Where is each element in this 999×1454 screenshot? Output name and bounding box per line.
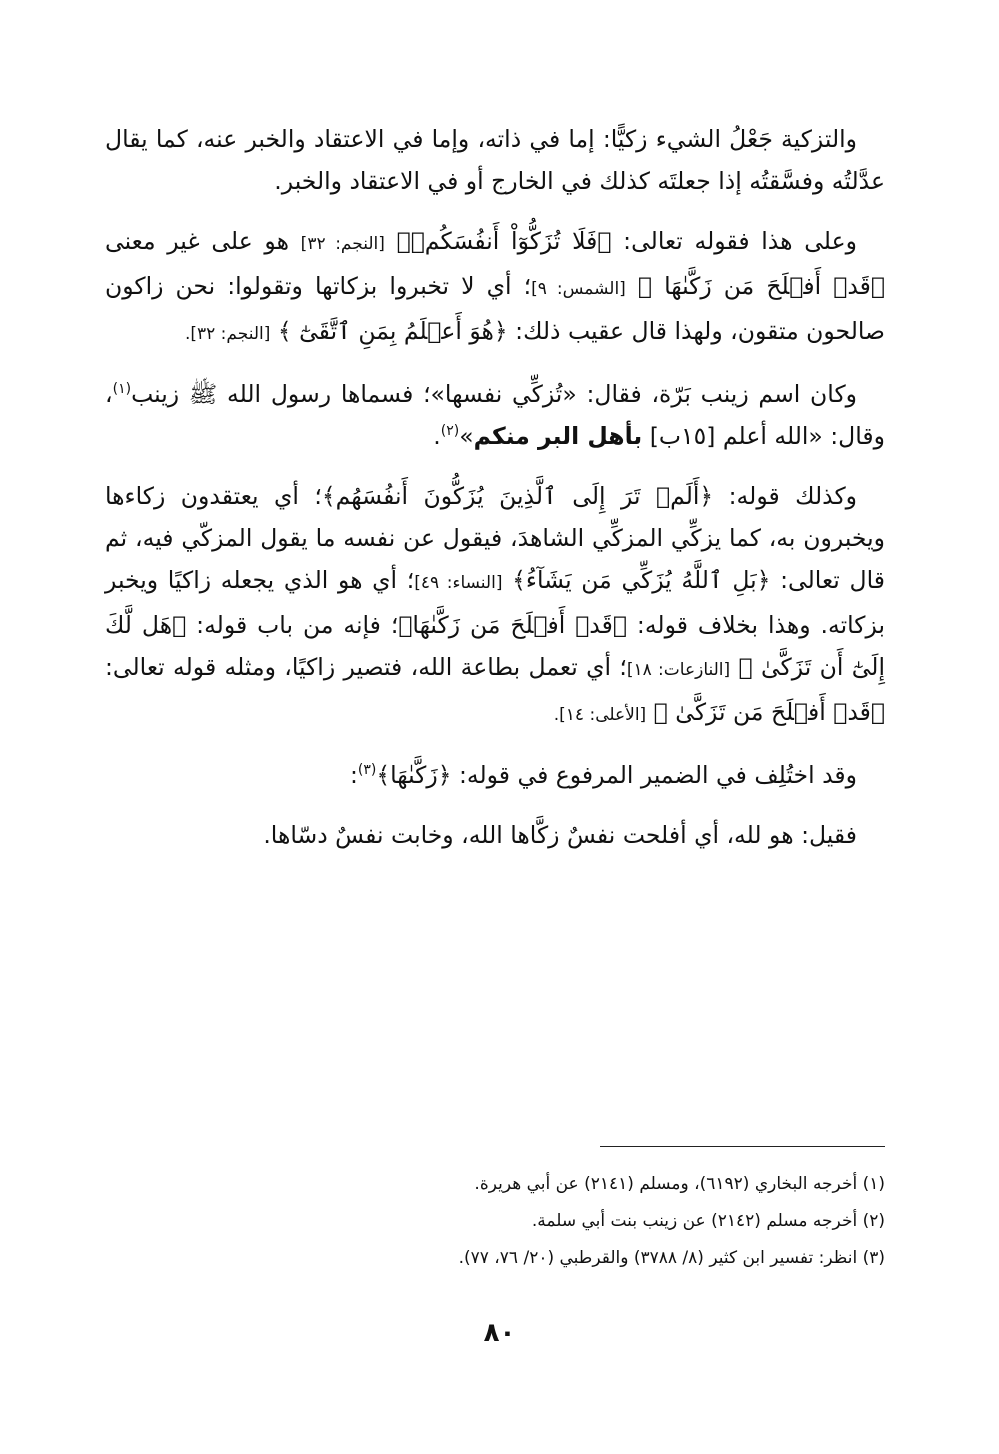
footnote-3: (٣) انظر: تفسير ابن كثير (٨/ ٣٧٨٨) والقرطبي (٢٠/ ٧٦، ٧٧).	[458, 1248, 885, 1268]
footnote-ref-3[interactable]: (٣)	[357, 762, 377, 779]
paragraph-3-text-d: »	[459, 422, 474, 450]
quran-citation-najm-1: [النجم: ٣٢]	[300, 234, 385, 254]
footnotes	[105, 1166, 885, 1277]
quran-citation-najm-2: [النجم: ٣٢].	[184, 324, 271, 344]
paragraph-2-text-a: وعلى هذا فقوله تعالى: ﴿فَلَا تُزَكُّوٓاْ أَنفُسَكُمۡ﴾	[396, 227, 857, 255]
paragraph-4-text-a: وكذلك قوله: ﴿أَلَمۡ تَرَ إِلَى ٱلَّذِينَ يُزَكُّونَ أَنفُسَهُم﴾؛ أي يعتقدون زكاءها ويخبرون به، كما يزكِّي المزكِّي الشاهدَ، فيقول عن نفسه ما يقول المزكّي فيه، ثم قال تعالى: ﴿بَلِ ٱللَّهُ يُزَكِّي مَن يَشَآءُ﴾	[105, 482, 885, 594]
paragraph-4	[105, 475, 885, 736]
quran-citation-ala: [الأعلى: ١٤].	[553, 705, 647, 725]
footnote-1: (١) أخرجه البخاري (٦١٩٢)، ومسلم (٢١٤١) عن أبي هريرة.	[474, 1174, 885, 1194]
paragraph-3-text-a: وكان اسم زينب بَرّة، فقال: «تُزكِّي نفسها»؛ فسماها رسول الله ﷺ زينب	[131, 380, 857, 408]
footnote-separator	[600, 1146, 885, 1147]
paragraph-1	[105, 118, 885, 202]
paragraph-5-text-b: :	[349, 761, 358, 789]
quran-citation-shams: [الشمس: ٩]	[531, 279, 626, 299]
paragraph-6	[105, 814, 885, 856]
paragraph-3-text-e: .	[433, 422, 441, 450]
footnote-2: (٢) أخرجه مسلم (٢١٤٢) عن زينب بنت أبي سلمة.	[531, 1211, 885, 1231]
footnote-ref-2[interactable]: (٢)	[440, 423, 460, 440]
page-body	[105, 118, 885, 874]
paragraph-3-text-b: ، وقال: «الله أعلم [١٥ب]	[105, 380, 885, 450]
footnote-ref-1[interactable]: (١)	[112, 381, 132, 398]
page-number: ٨٠	[483, 1318, 516, 1348]
paragraph-5	[105, 754, 885, 796]
paragraph-6-text: فقيل: هو لله، أي أفلحت نفسٌ زكَّاها الله، وخابت نفسٌ دسّاها.	[263, 821, 857, 849]
paragraph-2-text-c: هو على غير معنى ﴿قَدۡ أَفۡلَحَ مَن زَكَّىٰهَا ﴾	[105, 227, 885, 300]
quran-citation-naziat: [النازعات: ١٨]	[626, 660, 731, 680]
hadith-bold-text: بأهل البر منكم	[473, 422, 643, 450]
quran-citation-nisa: [النساء: ٤٩]	[414, 573, 503, 593]
paragraph-2	[105, 220, 885, 355]
paragraph-1-text: والتزكية جَعْلُ الشيء زكيًّا: إما في ذاته، وإما في الاعتقاد والخبر عنه، كما يقال عدَّلتُه وفسَّقتُه إذا جعلتَه كذلك في الخارج أو في الاعتقاد والخبر.	[105, 125, 885, 195]
paragraph-4-text-e: ؛ أي تعمل بطاعة الله، فتصير زاكيًا، ومثله قوله تعالى: ﴿قَدۡ أَفۡلَحَ مَن تَزَكَّىٰ ﴾	[105, 653, 885, 726]
paragraph-3	[105, 373, 885, 457]
paragraph-5-text-a: وقد اختُلِف في الضمير المرفوع في قوله: ﴿زَكَّىٰهَا﴾	[376, 761, 857, 789]
paragraph-2-text-e: ؛ أي لا تخبروا بزكاتها وتقولوا: نحن زاكون صالحون متقون، ولهذا قال عقيب ذلك: ﴿هُوَ أَعۡلَمُ بِمَنِ ٱتَّقَىٰٓ ﴾	[105, 272, 885, 345]
paragraph-4-text-c: ؛ أي هو الذي يجعله زاكيًا ويخبر بزكاته. وهذا بخلاف قوله: ﴿قَدۡ أَفۡلَحَ مَن زَكَّىٰهَا﴾؛ فإنه من باب قوله: ﴿هَل لَّكَ إِلَىٰٓ أَن تَزَكَّىٰ ﴾	[105, 566, 885, 681]
